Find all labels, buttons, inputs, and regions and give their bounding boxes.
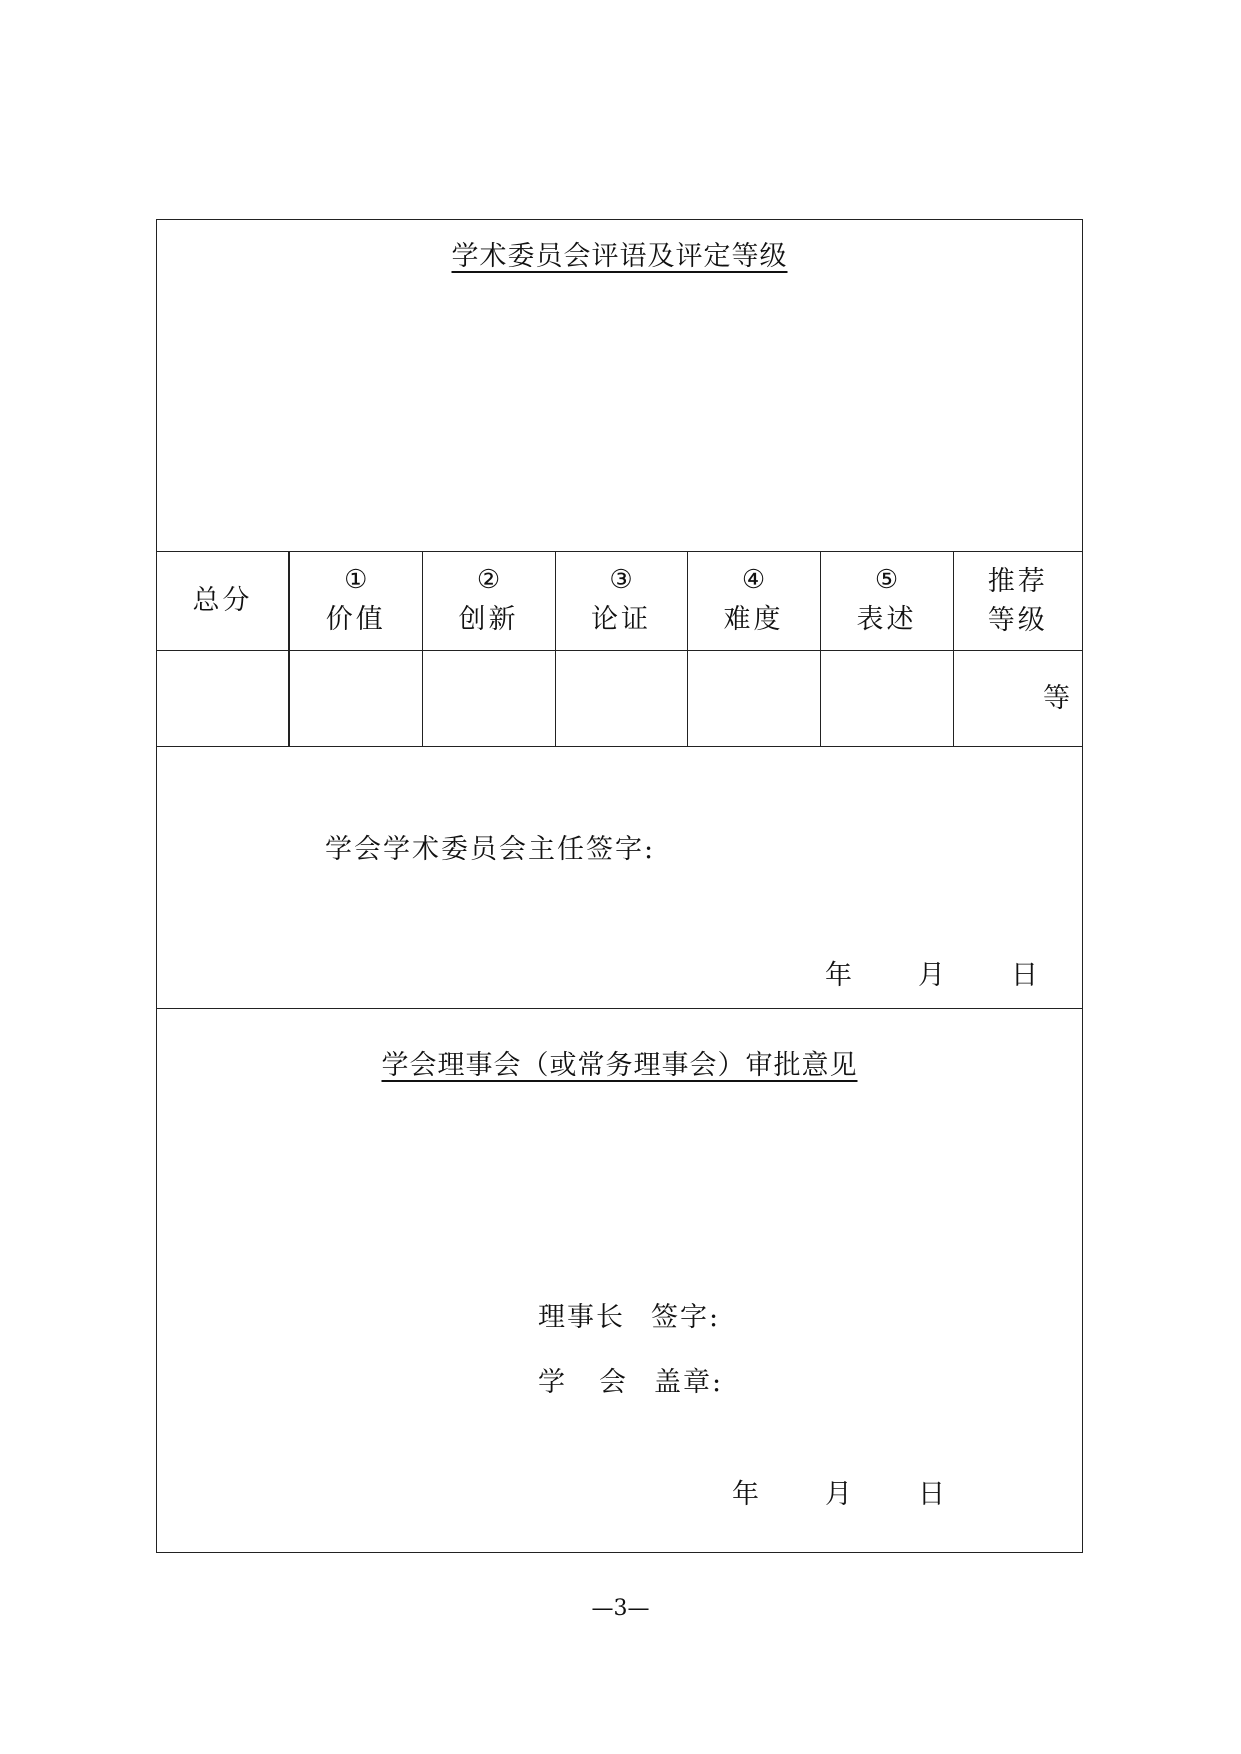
criterion-innovation-header: ② 创新 (422, 552, 555, 650)
committee-signature-section (157, 747, 1082, 1009)
total-score-cell[interactable] (157, 650, 289, 747)
score-value-row (157, 650, 1082, 747)
score-table (157, 552, 1082, 747)
council-month-label: 月 (825, 1479, 852, 1510)
seal-label: 盖章: (654, 1367, 724, 1398)
council-day-label: 日 (918, 1479, 945, 1510)
grade-suffix: 等 (1043, 683, 1070, 715)
council-approval-section (157, 1009, 1082, 1554)
recommended-grade-cell[interactable] (953, 650, 1082, 747)
argument-score-cell[interactable] (555, 650, 687, 747)
innovation-score-cell[interactable] (422, 650, 555, 747)
criterion-argument-header: ③ 论证 (555, 552, 687, 650)
committee-year-label: 年 (825, 960, 852, 991)
expression-score-cell[interactable] (820, 650, 953, 747)
criterion-value-header: ① 价值 (289, 552, 422, 650)
committee-day-label: 日 (1011, 960, 1038, 991)
committee-director-signature-label: 学会学术委员会主任签字: (325, 834, 656, 865)
total-score-header: 总分 (157, 552, 289, 650)
criterion-difficulty-header: ④ 难度 (687, 552, 820, 650)
value-score-cell[interactable] (289, 650, 422, 747)
page-number: —3— (591, 1596, 650, 1621)
chairman-sign-label: 签字: (651, 1302, 721, 1333)
score-header-row (157, 552, 1082, 650)
committee-section-title: 学术委员会评语及评定等级 (451, 241, 788, 272)
recommended-grade-header: 推荐 等级 (953, 552, 1082, 650)
society-seal-line (538, 1360, 723, 1399)
evaluation-form (156, 219, 1083, 1553)
score-section (157, 552, 1082, 747)
committee-date (825, 953, 1038, 992)
difficulty-score-cell[interactable] (687, 650, 820, 747)
council-date (732, 1472, 945, 1511)
council-section-title: 学会理事会（或常务理事会）审批意见 (381, 1050, 858, 1081)
committee-month-label: 月 (918, 960, 945, 991)
chairman-label: 理事长 (538, 1302, 625, 1333)
society-label-2: 会 (599, 1367, 628, 1398)
society-label-1: 学 (538, 1367, 567, 1398)
council-year-label: 年 (732, 1479, 759, 1510)
committee-comments-section (157, 220, 1082, 552)
chairman-signature-line (538, 1295, 720, 1334)
criterion-expression-header: ⑤ 表述 (820, 552, 953, 650)
